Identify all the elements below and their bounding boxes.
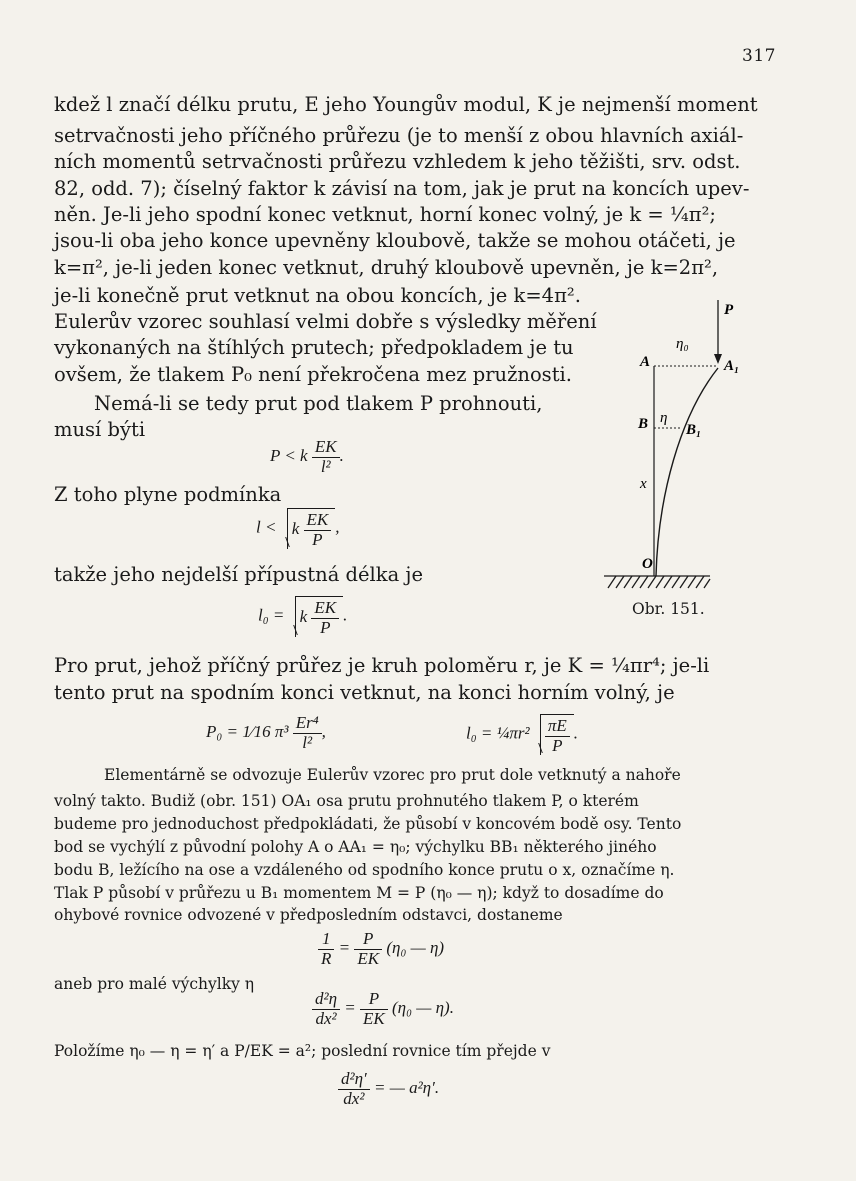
small-text-line: volný takto. Budiž (obr. 151) OA₁ osa prutu prohnutého tlakem P, o kterém bbox=[54, 792, 639, 810]
eq3-num: EK bbox=[311, 599, 339, 619]
eq6-num1: 1 bbox=[318, 930, 334, 950]
eq6-end: (η₀ — η) bbox=[386, 938, 445, 958]
text-line: Eulerův vzorec souhlasí velmi dobře s výsledky měření bbox=[54, 310, 597, 333]
text-line: jsou-li oba jeho konce upevněny kloubově, takže se mohou otáčeti, je bbox=[54, 229, 736, 252]
eq4-fraction bbox=[293, 714, 322, 752]
eq7-fraction-2 bbox=[360, 990, 388, 1028]
eq1-left: P < k bbox=[270, 446, 308, 466]
eq5-root bbox=[540, 714, 574, 755]
label-x: x bbox=[640, 476, 647, 492]
eq6-fraction-2 bbox=[354, 930, 382, 968]
eq2-den: P bbox=[312, 529, 323, 549]
text-line: vykonaných na štíhlých prutech; předpokladem je tu bbox=[54, 336, 574, 359]
equation-2 bbox=[256, 508, 339, 549]
small-text-line: aneb pro malé výchylky η bbox=[54, 975, 255, 993]
eq6-equals: = bbox=[338, 938, 351, 958]
text-line: k=π², je-li jeden konec vetknut, druhý kloubově upevněn, je k=2π², bbox=[54, 256, 719, 279]
bent-axis bbox=[656, 368, 718, 576]
eq1-fraction bbox=[312, 438, 340, 476]
eq4-left: P₀ = 1⁄16 π³ bbox=[206, 722, 289, 742]
label-B: B bbox=[638, 416, 649, 432]
small-text-line: Elementárně se odvozuje Eulerův vzorec pro prut dole vetknutý a nahoře bbox=[104, 766, 681, 784]
text-line: kdež l značí délku prutu, E jeho Youngův modul, K je nejmenší moment bbox=[54, 93, 758, 116]
text-line: musí býti bbox=[54, 418, 146, 441]
label-P: P bbox=[724, 302, 734, 318]
eq8-end: = — a²η′. bbox=[374, 1078, 440, 1098]
eq3-den: P bbox=[320, 617, 331, 637]
eq2-k: k bbox=[291, 519, 300, 539]
arrow-head bbox=[714, 354, 722, 364]
text-line: Pro prut, jehož příčný průřez je kruh poloměru r, je K = ¼πr⁴; je-li bbox=[54, 654, 710, 677]
small-text-line: ohybové rovnice odvozené v předposledním odstavci, dostaneme bbox=[54, 906, 563, 924]
eq8-fraction bbox=[338, 1070, 370, 1108]
eq6-den2: EK bbox=[357, 948, 380, 968]
eq5-left: l₀ = ¼πr² bbox=[466, 723, 530, 743]
eq2-root bbox=[287, 508, 336, 549]
eq1-end: . bbox=[339, 446, 344, 466]
label-eta0: η₀ bbox=[676, 336, 689, 352]
eq8-den1: dx² bbox=[343, 1088, 365, 1108]
label-B1: B₁ bbox=[686, 422, 702, 438]
ground-hatch bbox=[604, 576, 710, 588]
equation-8 bbox=[338, 1070, 439, 1108]
eq3-fraction bbox=[311, 599, 339, 637]
eq3-root bbox=[295, 596, 344, 637]
eq6-den1: R bbox=[321, 948, 332, 968]
text-line: Nemá-li se tedy prut pod tlakem P prohnouti, bbox=[94, 392, 543, 415]
small-text-line: bodu B, ležícího na ose a vzdáleného od spodního konce prutu o x, označíme η. bbox=[54, 861, 675, 879]
label-eta: η bbox=[660, 410, 668, 426]
eq2-end: , bbox=[335, 517, 340, 537]
text-line: ovšem, že tlakem P₀ není překročena mez pružnosti. bbox=[54, 363, 572, 386]
figure-151 bbox=[600, 296, 740, 596]
equation-7 bbox=[312, 990, 454, 1028]
equation-6 bbox=[318, 930, 444, 968]
eq7-num2: P bbox=[360, 990, 388, 1010]
eq2-left: l < bbox=[256, 517, 277, 537]
eq7-fraction-1 bbox=[312, 990, 340, 1028]
eq6-num2: P bbox=[354, 930, 382, 950]
eq7-end: (η₀ — η). bbox=[392, 998, 454, 1018]
equation-1 bbox=[270, 438, 344, 476]
small-text-line: Položíme η₀ — η = η′ a P/EK = a²; poslední rovnice tím přejde v bbox=[54, 1042, 551, 1060]
text-line: Z toho plyne podmínka bbox=[54, 483, 282, 506]
figure-caption: Obr. 151. bbox=[632, 600, 705, 618]
eq7-equals: = bbox=[344, 998, 356, 1018]
equation-4 bbox=[206, 714, 326, 752]
eq4-num: Er⁴ bbox=[293, 714, 322, 734]
eq3-end: . bbox=[343, 605, 348, 625]
eq4-end: , bbox=[321, 722, 326, 742]
small-text-line: budeme pro jednoduchost předpokládati, že působí v koncovém bodě osy. Tento bbox=[54, 815, 682, 833]
eq6-fraction-1 bbox=[318, 930, 334, 968]
eq4-den: l² bbox=[302, 732, 313, 752]
label-O: O bbox=[642, 556, 653, 572]
eq5-end: . bbox=[573, 723, 578, 743]
eq1-den: l² bbox=[320, 456, 331, 476]
eq3-k: k bbox=[299, 607, 308, 627]
eq5-fraction bbox=[545, 717, 570, 755]
small-text-line: Tlak P působí v průřezu u B₁ momentem M = P (η₀ — η); když to dosadíme do bbox=[54, 884, 664, 902]
equation-5 bbox=[466, 714, 578, 755]
label-A1: A₁ bbox=[724, 358, 740, 374]
eq1-num: EK bbox=[312, 438, 340, 458]
eq5-num: πE bbox=[545, 717, 570, 737]
equation-3 bbox=[258, 596, 347, 637]
small-text-line: bod se vychýlí z původní polohy A o AA₁ = η₀; výchylku BB₁ některého jiného bbox=[54, 838, 657, 856]
eq8-num1: d²η′ bbox=[338, 1070, 370, 1090]
page-number: 317 bbox=[742, 46, 776, 66]
eq2-num: EK bbox=[304, 511, 332, 531]
eq7-den2: EK bbox=[363, 1008, 385, 1028]
text-line: 82, odd. 7); číselný faktor k závisí na tom, jak je prut na koncích upev- bbox=[54, 177, 750, 200]
text-line: ních momentů setrvačnosti průřezu vzhledem k jeho těžišti, srv. odst. bbox=[54, 150, 741, 173]
text-line: setrvačnosti jeho příčného průřezu (je to menší z obou hlavních axiál- bbox=[54, 124, 744, 147]
eq7-den1: dx² bbox=[315, 1008, 337, 1028]
eq7-num1: d²η bbox=[312, 990, 340, 1010]
text-line: něn. Je-li jeho spodní konec vetknut, horní konec volný, je k = ¼π²; bbox=[54, 203, 717, 226]
eq5-den: P bbox=[552, 735, 563, 755]
eq3-left: l₀ = bbox=[258, 605, 285, 625]
text-line: je-li konečně prut vetknut na obou koncích, je k=4π². bbox=[54, 284, 581, 307]
text-line: takže jeho nejdelší přípustná délka je bbox=[54, 563, 424, 586]
text-line: tento prut na spodním konci vetknut, na konci horním volný, je bbox=[54, 681, 675, 704]
eq2-fraction bbox=[304, 511, 332, 549]
label-A: A bbox=[640, 354, 651, 370]
